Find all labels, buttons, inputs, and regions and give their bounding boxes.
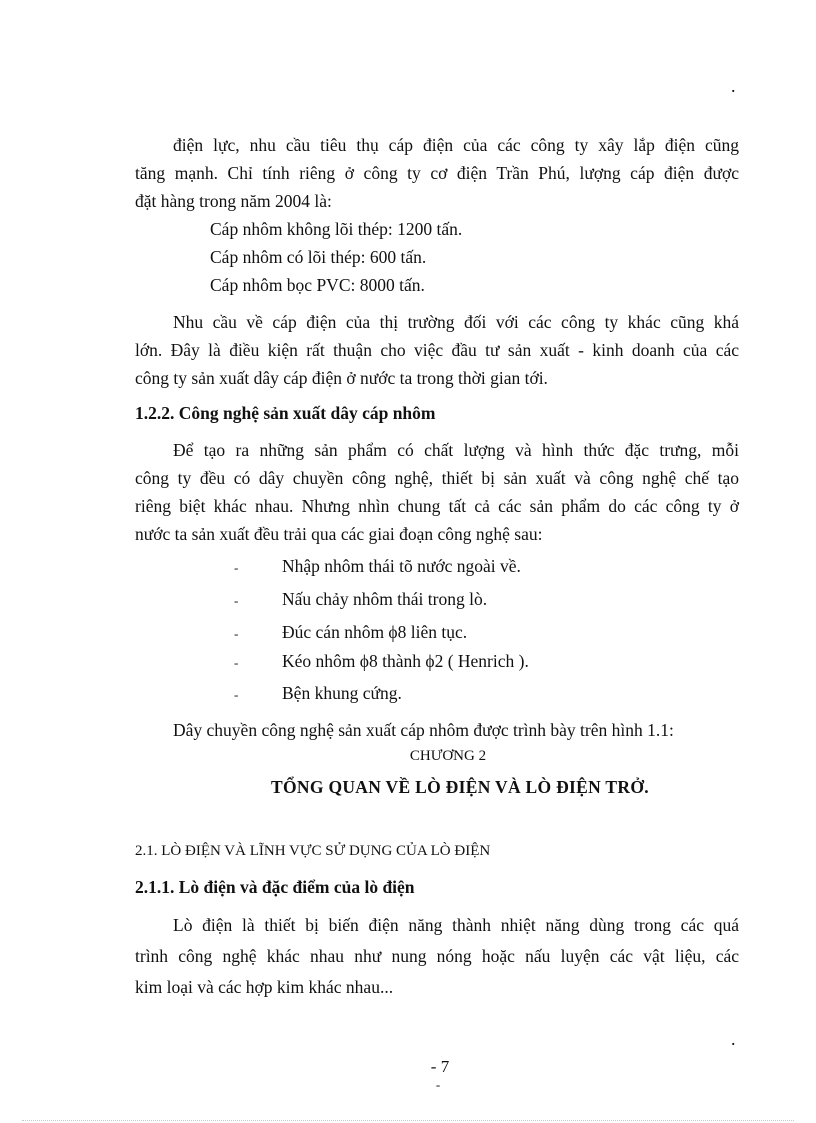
order-item: Cáp nhôm có lõi thép: 600 tấn. <box>210 247 427 267</box>
text-line: lớn. Đây là điều kiện rất thuận cho việc đầu tư sản xuất - kinh doanh của các <box>135 340 739 360</box>
text-line: tăng mạnh. Chỉ tính riêng ở công ty cơ điện Trần Phú, lượng cáp điện được <box>135 163 739 183</box>
step-text: Nấu chảy nhôm thái trong lò. <box>282 589 488 609</box>
order-item: Cáp nhôm không lõi thép: 1200 tấn. <box>210 219 463 239</box>
corner-mark-top: . <box>731 76 736 96</box>
bullet-dash: - <box>234 593 239 608</box>
bullet-dash: - <box>234 560 239 575</box>
step-text: Đúc cán nhôm ϕ8 liên tục. <box>282 622 468 642</box>
text-line: Để tạo ra những sản phẩm có chất lượng và hình thức đặc trưng, mỗi <box>173 440 739 460</box>
text-line: trình công nghệ khác nhau như nung nóng hoặc nấu luyện các vật liệu, các <box>135 946 739 966</box>
text-line: Lò điện là thiết bị biến điện năng thành nhiệt năng dùng trong các quá <box>173 915 739 935</box>
step-text: Kéo nhôm ϕ8 thành ϕ2 ( Henrich ). <box>282 651 529 671</box>
corner-mark-bottom: . <box>731 1029 736 1049</box>
text-line: kim loại và các hợp kim khác nhau... <box>135 977 394 997</box>
text-line: riêng biệt khác nhau. Nhưng nhìn chung tất cả các sản phẩm do các công ty ở <box>135 496 739 516</box>
bullet-dash: - <box>234 626 239 641</box>
section-heading-2-1-1: 2.1.1. Lò điện và đặc điểm của lò điện <box>135 877 415 897</box>
section-1-2-2-paragraph <box>135 436 739 548</box>
section-heading-1-2-2: 1.2.2. Công nghệ sản xuất dây cáp nhôm <box>135 403 436 423</box>
page-bottom-rule <box>22 1120 794 1121</box>
text-line: công ty đều có dây chuyền công nghệ, thiết bị sản xuất và công nghệ chế tạo <box>135 468 739 488</box>
page-number: - 7 <box>430 1057 450 1076</box>
text-line: công ty sản xuất dây cáp điện ở nước ta trong thời gian tới. <box>135 368 548 388</box>
market-paragraph <box>135 308 739 392</box>
bullet-dash: - <box>234 687 239 702</box>
page-number-dash: - <box>435 1077 441 1092</box>
intro-paragraph <box>135 131 739 215</box>
text-line: đặt hàng trong năm 2004 là: <box>135 191 332 211</box>
text-line: Nhu cầu về cáp điện của thị trường đối với các công ty khác cũng khá <box>173 312 739 332</box>
chapter-title: TỔNG QUAN VỀ LÒ ĐIỆN VÀ LÒ ĐIỆN TRỞ. <box>271 777 649 797</box>
step-text: Nhập nhôm thái tõ nước ngoài về. <box>282 556 521 576</box>
bullet-dash: - <box>234 655 239 670</box>
section-2-1-1-paragraph <box>135 910 739 1003</box>
closing-sentence: Dây chuyền công nghệ sản xuất cáp nhôm được trình bày trên hình 1.1: <box>173 720 674 740</box>
step-text: Bện khung cứng. <box>282 683 402 703</box>
chapter-label: CHƯƠNG 2 <box>409 748 487 764</box>
section-heading-2-1: 2.1. LÒ ĐIỆN VÀ LĨNH VỰC SỬ DỤNG CỦA LÒ ĐIỆN <box>135 843 491 859</box>
text-line: điện lực, nhu cầu tiêu thụ cáp điện của các công ty xây lắp điện cũng <box>173 135 739 155</box>
text-line: nước ta sản xuất đều trải qua các giai đoạn công nghệ sau: <box>135 524 543 544</box>
order-item: Cáp nhôm bọc PVC: 8000 tấn. <box>210 275 425 295</box>
